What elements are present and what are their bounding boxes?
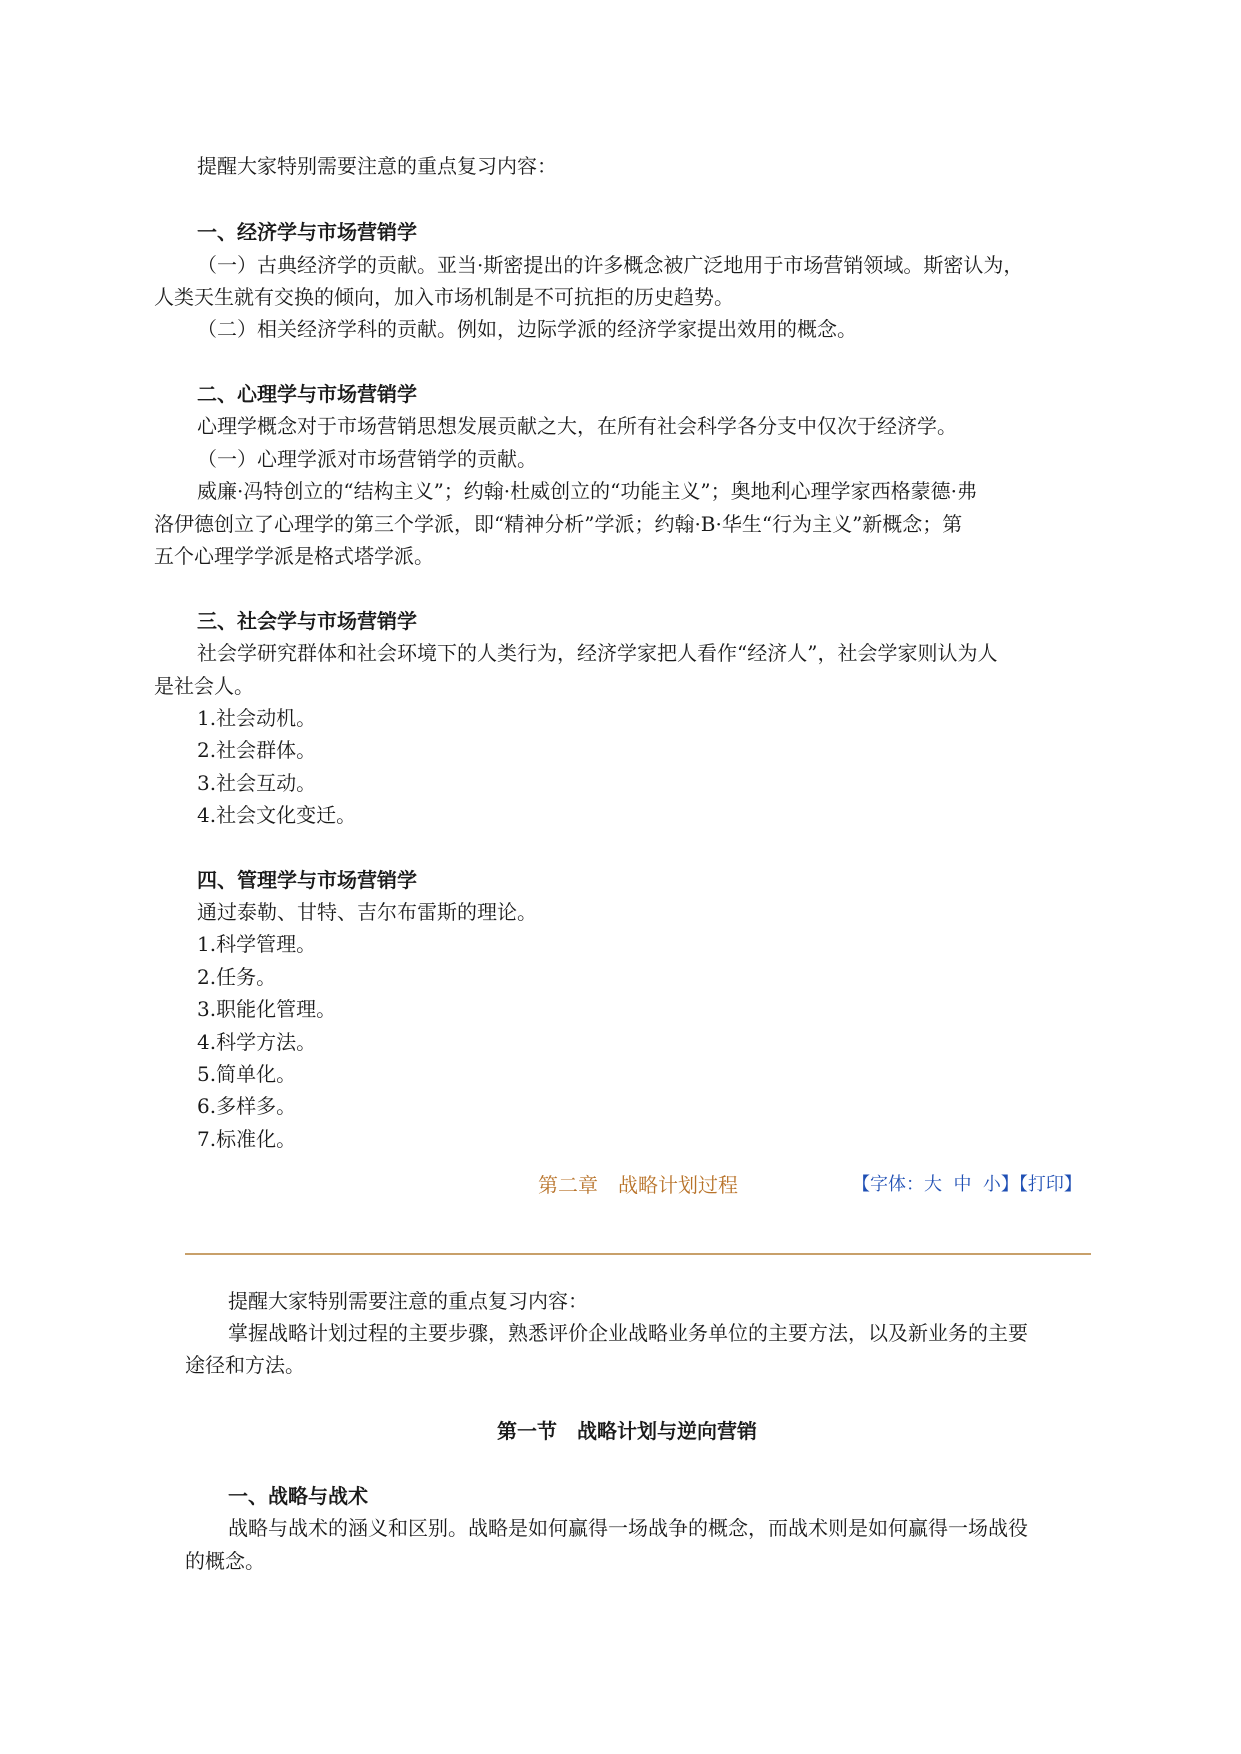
chapter-intro: 提醒大家特别需要注意的重点复习内容：	[228, 1289, 588, 1313]
section-title: 第一节 战略计划与逆向营销	[497, 1419, 757, 1443]
section-heading-sociology: 三、社会学与市场营销学	[197, 609, 417, 633]
chapter-summary-line: 途径和方法。	[185, 1353, 305, 1377]
paragraph-line: 五个心理学学派是格式塔学派。	[154, 544, 434, 568]
list-item: 3.社会互动。	[197, 771, 317, 795]
list-item: 4.社会文化变迁。	[197, 803, 357, 827]
list-item: 3.职能化管理。	[197, 997, 337, 1021]
font-medium-link[interactable]: 中	[953, 1174, 972, 1195]
section-heading-management: 四、管理学与市场营销学	[197, 868, 417, 892]
list-item: 6.多样多。	[197, 1094, 297, 1118]
chapter-summary-line: 掌握战略计划过程的主要步骤，熟悉评价企业战略业务单位的主要方法，以及新业务的主要	[228, 1321, 1028, 1345]
paragraph-line: 洛伊德创立了心理学的第三个学派，即“精神分析”学派；约翰·B·华生“行为主义”新概念；第	[154, 512, 963, 536]
list-item: 2.任务。	[197, 965, 277, 989]
list-item: 1.科学管理。	[197, 932, 317, 956]
subsection-heading: 一、战略与战术	[228, 1484, 368, 1508]
paragraph-line: （一）心理学派对市场营销学的贡献。	[197, 447, 537, 471]
chapter-title: 第二章 战略计划过程	[538, 1173, 738, 1197]
paragraph-line: 社会学研究群体和社会环境下的人类行为，经济学家把人看作“经济人”，社会学家则认为人	[197, 641, 998, 665]
divider-line	[185, 1253, 1091, 1255]
paragraph-line: （一）古典经济学的贡献。亚当·斯密提出的许多概念被广泛地用于市场营销领域。斯密认为，	[197, 253, 1024, 277]
section-heading-psychology: 二、心理学与市场营销学	[197, 382, 417, 406]
section-heading-economics: 一、经济学与市场营销学	[197, 220, 417, 244]
list-item: 4.科学方法。	[197, 1030, 317, 1054]
paragraph-line: 的概念。	[185, 1549, 265, 1573]
font-small-link[interactable]: 小	[982, 1174, 1001, 1195]
paragraph-line: 心理学概念对于市场营销思想发展贡献之大，在所有社会科学各分支中仅次于经济学。	[197, 414, 957, 438]
list-item: 2.社会群体。	[197, 738, 317, 762]
intro-text: 提醒大家特别需要注意的重点复习内容：	[197, 154, 557, 178]
font-label-close: 】	[1000, 1174, 1019, 1195]
paragraph-line: 人类天生就有交换的倾向，加入市场机制是不可抗拒的历史趋势。	[154, 285, 734, 309]
font-label: 【字体：	[852, 1174, 924, 1195]
list-item: 5.简单化。	[197, 1062, 297, 1086]
list-item: 1.社会动机。	[197, 706, 317, 730]
paragraph-line: 威廉·冯特创立的“结构主义”；约翰·杜威创立的“功能主义”；奥地利心理学家西格蒙德·弗	[197, 479, 977, 503]
paragraph-line: （二）相关经济学科的贡献。例如，边际学派的经济学家提出效用的概念。	[197, 317, 857, 341]
paragraph-line: 通过泰勒、甘特、吉尔布雷斯的理论。	[197, 900, 537, 924]
list-item: 7.标准化。	[197, 1127, 297, 1151]
font-large-link[interactable]: 大	[924, 1174, 942, 1195]
paragraph-line: 是社会人。	[154, 674, 254, 698]
paragraph-line: 战略与战术的涵义和区别。战略是如何赢得一场战争的概念，而战术则是如何赢得一场战役	[228, 1516, 1028, 1540]
print-link[interactable]: 【打印】	[1018, 1174, 1082, 1195]
font-size-toolbar	[852, 1171, 1082, 1199]
